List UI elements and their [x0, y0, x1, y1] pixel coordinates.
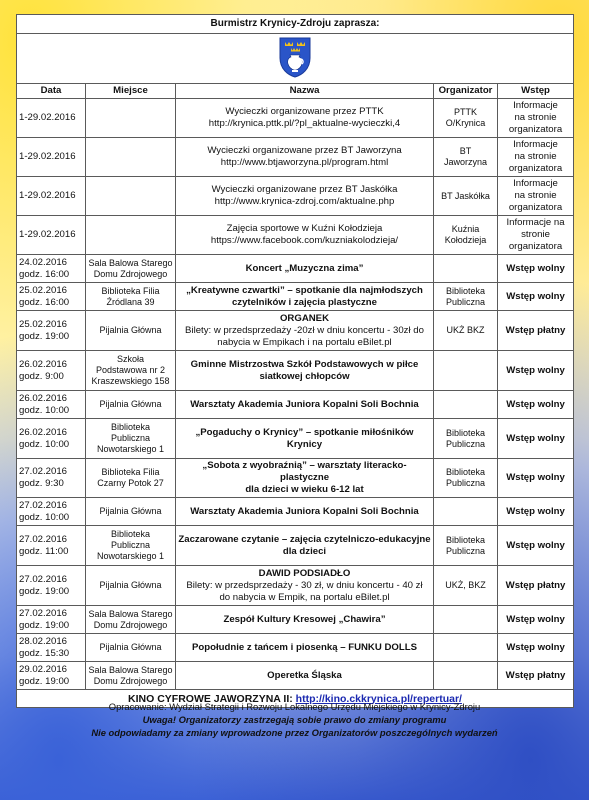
date-line: 26.02.2016 [19, 358, 68, 370]
place-line: Pijalnia Główna [99, 399, 162, 409]
place-line: Sala Balowa Starego [88, 257, 173, 268]
date-line: 27.02.2016 [19, 499, 68, 511]
date-line: godz. 19:00 [19, 585, 70, 597]
name-line: http://www.krynica-zdroj.com/aktualne.php [214, 196, 395, 207]
entry-line: Wstęp wolny [506, 539, 565, 551]
place-cell [86, 566, 176, 606]
entry-line: na stronie [514, 151, 557, 162]
col-header-place: Miejsce [86, 84, 176, 99]
table-row [17, 526, 574, 566]
entry-cell [498, 391, 574, 419]
org-line: Publiczna [445, 438, 486, 449]
entry-line: Informacje [513, 178, 558, 189]
date-line: 1-29.02.2016 [19, 151, 76, 162]
entry-line: Wstęp wolny [506, 472, 565, 483]
place-line: Sala Balowa Starego [88, 608, 173, 619]
place-cell [86, 255, 176, 283]
entry-cell [498, 216, 574, 255]
org-line: UKŻ BKZ [446, 325, 485, 335]
date-cell [17, 498, 86, 526]
org-line: BT [459, 146, 472, 156]
entry-line: Wstęp płatny [505, 669, 566, 681]
table-row [17, 138, 574, 177]
table-row [17, 351, 574, 391]
place-line: Podstawowa nr 2 [95, 365, 166, 375]
entry-cell [498, 283, 574, 311]
date-line: 27.02.2016 [19, 533, 68, 545]
date-line: 1-29.02.2016 [19, 229, 76, 240]
entry-cell [498, 566, 574, 606]
date-cell [17, 283, 86, 311]
place-line: Biblioteka Filia [101, 467, 160, 477]
name-line: Wycieczki organizowane przez BT Jaskółka [211, 184, 398, 195]
place-line: Publiczna [110, 540, 151, 550]
entry-line: Wstęp wolny [506, 364, 565, 376]
name-line: http://www.btjaworzyna.pl/program.html [220, 157, 389, 168]
org-line: Kuźnia [451, 224, 480, 234]
table-row [17, 283, 574, 311]
col-header-organizer: Organizator [434, 84, 498, 99]
date-line: godz. 16:00 [19, 296, 70, 308]
place-cell [86, 606, 176, 634]
date-cell [17, 311, 86, 351]
kino-link[interactable]: http://kino.ckkrynica.pl/repertuar/ [295, 692, 462, 705]
date-line: 25.02.2016 [19, 284, 68, 296]
footer-credit: Opracowanie: Wydział Strategii i Rozwoju Lokalnego Urzędu Miejskiego w Krynicy-Zdroju [108, 701, 481, 712]
name-line: Wycieczki organizowane przez PTTK [225, 106, 384, 117]
entry-line: organizatora [508, 163, 563, 174]
date-line: 28.02.2016 [19, 635, 68, 647]
place-cell [86, 99, 176, 138]
place-line: Publiczna [110, 433, 151, 443]
organizer-cell [434, 498, 498, 526]
name-line: http://krynica.pttk.pl/?pl_aktualne-wycieczki,4 [208, 118, 401, 129]
organizer-cell [434, 662, 498, 690]
date-cell [17, 606, 86, 634]
date-line: 27.02.2016 [19, 573, 68, 585]
place-line: Domu Zdrojowego [93, 619, 168, 630]
org-line: Publiczna [445, 296, 486, 307]
header-title-row [17, 15, 574, 34]
footer-notice: Uwaga! Organizatorzy zastrzegają sobie prawo do zmiany programu [142, 714, 447, 725]
event-name-cell [176, 311, 434, 351]
name-line: Zaczarowane czytanie – zajęcia czytelniczo-edukacyjne [178, 533, 431, 545]
org-line: UKŻ, BKZ [445, 580, 486, 590]
place-line: Domu Zdrojowego [93, 675, 168, 686]
org-line: Biblioteka [445, 427, 486, 438]
entry-cell [498, 526, 574, 566]
table-row [17, 662, 574, 690]
org-line: BT Jaskółka [441, 190, 490, 201]
date-line: godz. 10:00 [19, 404, 70, 416]
event-name-cell [176, 606, 434, 634]
entry-line: Informacje [513, 100, 558, 111]
table-row [17, 634, 574, 662]
place-cell [86, 662, 176, 690]
date-cell [17, 662, 86, 690]
date-line: 29.02.2016 [19, 663, 68, 675]
name-line: dla dzieci [282, 545, 327, 557]
org-line: Biblioteka [445, 467, 486, 477]
event-name-cell [176, 459, 434, 498]
place-cell [86, 526, 176, 566]
org-line: PTTK [453, 107, 477, 117]
date-line: 1-29.02.2016 [19, 190, 76, 201]
date-line: godz. 19:00 [19, 675, 70, 687]
date-cell [17, 138, 86, 177]
entry-line: organizatora [508, 124, 563, 135]
organizer-cell [434, 138, 498, 177]
entry-line: na stronie [514, 190, 557, 201]
table-row [17, 177, 574, 216]
table-row [17, 419, 574, 459]
event-name-cell [176, 138, 434, 177]
date-cell [17, 566, 86, 606]
place-cell [86, 138, 176, 177]
table-row [17, 216, 574, 255]
krynica-coat-of-arms-icon [278, 36, 312, 78]
place-cell [86, 419, 176, 459]
entry-cell [498, 177, 574, 216]
col-header-date: Data [17, 84, 86, 99]
name-line: Warsztaty Akademia Juniora Kopalni Soli Bochnia [190, 398, 419, 410]
entry-line: Wstęp wolny [506, 262, 565, 274]
entry-line: organizatora [508, 241, 563, 252]
organizer-cell [434, 216, 498, 255]
name-line: https://www.facebook.com/kuzniakolodzieja/ [210, 235, 399, 246]
table-row [17, 498, 574, 526]
entry-line: Informacje na [506, 217, 565, 228]
name-line: Operetka Śląska [267, 669, 342, 681]
place-cell [86, 459, 176, 498]
organizer-cell [434, 566, 498, 606]
date-cell [17, 216, 86, 255]
organizer-cell [434, 177, 498, 216]
table-row [17, 99, 574, 138]
organizer-cell [434, 634, 498, 662]
name-line: nabycia w Empikach i na portalu eBilet.pl [217, 336, 392, 348]
place-cell [86, 283, 176, 311]
entry-line: Wstęp wolny [506, 290, 565, 302]
name-line: Gminne Mistrzostwa Szkół Podstawowych w piłce [190, 358, 419, 370]
event-name-cell [176, 283, 434, 311]
name-line: Popołudnie z tańcem i piosenką – FUNKU DOLLS [192, 641, 417, 653]
organizer-cell [434, 526, 498, 566]
name-line: czytelników i zajęcia plastyczne [231, 296, 378, 308]
event-name-cell [176, 566, 434, 606]
org-line: Publiczna [445, 478, 486, 488]
name-line: Zespół Kultury Kresowej „Chawira” [223, 613, 386, 625]
place-line: Pijalnia Główna [99, 580, 162, 590]
table-row [17, 606, 574, 634]
entry-cell [498, 255, 574, 283]
place-line: Źródlana 39 [106, 296, 155, 307]
event-name-cell [176, 634, 434, 662]
events-body [17, 99, 574, 690]
entry-cell [498, 138, 574, 177]
table-row [17, 566, 574, 606]
date-line: 26.02.2016 [19, 392, 68, 404]
events-table [16, 14, 574, 708]
place-line: Biblioteka [110, 422, 151, 432]
entry-cell [498, 498, 574, 526]
name-line: Wycieczki organizowane przez BT Jaworzyna [207, 145, 402, 156]
date-line: godz. 19:00 [19, 330, 70, 342]
date-line: 27.02.2016 [19, 607, 68, 619]
date-line: 27.02.2016 [19, 466, 68, 477]
date-line: godz. 11:00 [19, 545, 69, 557]
organizer-cell [434, 255, 498, 283]
place-cell [86, 498, 176, 526]
entry-cell [498, 606, 574, 634]
event-name-cell [176, 498, 434, 526]
org-line: O/Krynica [445, 118, 486, 128]
org-line: Publiczna [445, 545, 486, 556]
entry-line: Informacje [513, 139, 558, 150]
name-line: „Pogaduchy o Krynicy” – spotkanie miłośników Krynicy [195, 426, 414, 450]
date-cell [17, 634, 86, 662]
footer-disclaimer: Nie odpowiadamy za zmiany wprowadzone przez Organizatorów poszczególnych wydarzeń [91, 727, 498, 738]
col-header-entry: Wstęp [498, 84, 574, 99]
date-cell [17, 459, 86, 498]
organizer-cell [434, 283, 498, 311]
org-line: Kołodzieja [444, 235, 487, 245]
date-line: 24.02.2016 [19, 256, 68, 268]
entry-line: Wstęp wolny [506, 613, 565, 625]
entry-cell [498, 351, 574, 391]
name-line: siatkowej chłopców [259, 370, 350, 382]
org-line: Biblioteka [445, 534, 486, 545]
place-line: Domu Zdrojowego [93, 268, 168, 279]
date-line: godz. 15:30 [19, 647, 70, 659]
date-line: godz. 19:00 [19, 619, 70, 631]
date-line: godz. 16:00 [19, 268, 70, 280]
place-cell [86, 177, 176, 216]
name-line: Warsztaty Akademia Juniora Kopalni Soli Bochnia [190, 505, 419, 517]
place-line: Biblioteka [110, 529, 151, 539]
event-name-cell [176, 391, 434, 419]
entry-line: Wstęp płatny [505, 579, 566, 591]
entry-line: Wstęp wolny [506, 641, 565, 653]
date-cell [17, 419, 86, 459]
organizer-cell [434, 606, 498, 634]
place-line: Czarny Potok 27 [97, 478, 164, 488]
name-line: Koncert „Muzyczna zima” [245, 262, 364, 274]
name-line: Bilety: w przedsprzedaży -20zł w dniu koncertu - 30zł do [185, 324, 424, 336]
entry-line: Wstęp wolny [506, 432, 565, 444]
entry-cell [498, 419, 574, 459]
event-name-cell [176, 255, 434, 283]
date-line: 1-29.02.2016 [19, 112, 76, 123]
entry-cell [498, 311, 574, 351]
org-line: Biblioteka [445, 285, 486, 296]
table-row [17, 255, 574, 283]
event-name-cell [176, 526, 434, 566]
crest-cell [17, 34, 574, 84]
name-line: Zajęcia sportowe w Kuźni Kołodzieja [226, 223, 383, 234]
place-line: Kraszewskiego 158 [91, 376, 170, 386]
date-cell [17, 351, 86, 391]
name-line: do nabycia w Empik, na portalu eBilet.pl [219, 591, 390, 603]
event-name-cell [176, 662, 434, 690]
org-line: Jaworzyna [443, 157, 488, 167]
crest-row [17, 34, 574, 84]
name-line: „Kreatywne czwartki” – spotkanie dla najmłodszych [186, 284, 423, 296]
place-cell [86, 216, 176, 255]
entry-line: na stronie [514, 112, 557, 123]
entry-line: Wstęp płatny [505, 324, 566, 336]
entry-line: stronie [521, 229, 550, 240]
date-line: godz. 10:00 [19, 511, 70, 523]
place-line: Pijalnia Główna [99, 642, 162, 652]
place-cell [86, 391, 176, 419]
kino-label: KINO CYFROWE JAWORZYNA II: [128, 692, 293, 705]
entry-cell [498, 634, 574, 662]
footer [0, 700, 589, 739]
place-line: Sala Balowa Starego [88, 664, 173, 675]
organizer-cell [434, 99, 498, 138]
date-line: 26.02.2016 [19, 426, 68, 438]
place-line: Nowotarskiego 1 [96, 551, 165, 561]
organizer-cell [434, 419, 498, 459]
table-row [17, 459, 574, 498]
table-row [17, 311, 574, 351]
date-line: godz. 9:00 [19, 370, 64, 382]
entry-cell [498, 99, 574, 138]
event-name-cell [176, 216, 434, 255]
place-cell [86, 351, 176, 391]
entry-cell [498, 662, 574, 690]
name-line: dla dzieci w wieku 6-12 lat [245, 484, 364, 495]
entry-line: Wstęp wolny [506, 505, 565, 517]
organizer-cell [434, 459, 498, 498]
date-cell [17, 255, 86, 283]
place-line: Biblioteka Filia [101, 285, 160, 296]
name-line: ORGANEK [279, 312, 330, 324]
date-cell [17, 99, 86, 138]
date-line: godz. 10:00 [19, 438, 70, 450]
entry-cell [498, 459, 574, 498]
event-name-cell [176, 419, 434, 459]
date-cell [17, 526, 86, 566]
date-line: godz. 9:30 [19, 478, 64, 489]
page-title: Burmistrz Krynicy-Zdroju zaprasza: [17, 15, 574, 34]
entry-line: Wstęp wolny [506, 398, 565, 410]
place-cell [86, 634, 176, 662]
table-row [17, 391, 574, 419]
date-line: 25.02.2016 [19, 318, 68, 330]
organizer-cell [434, 311, 498, 351]
name-line: „Sobota z wyobraźnią” – warsztaty literacko-plastyczne [202, 460, 407, 483]
date-cell [17, 391, 86, 419]
place-line: Pijalnia Główna [99, 325, 162, 335]
column-header-row [17, 84, 574, 99]
event-name-cell [176, 177, 434, 216]
place-line: Szkoła [116, 354, 144, 364]
event-name-cell [176, 99, 434, 138]
entry-line: organizatora [508, 202, 563, 213]
place-line: Nowotarskiego 1 [96, 444, 165, 454]
organizer-cell [434, 391, 498, 419]
name-line: DAWID PODSIADŁO [258, 567, 351, 579]
event-name-cell [176, 351, 434, 391]
organizer-cell [434, 351, 498, 391]
events-sheet [16, 14, 573, 708]
place-cell [86, 311, 176, 351]
col-header-name: Nazwa [176, 84, 434, 99]
name-line: Bilety: w przedsprzedaży - 30 zł, w dniu koncertu - 40 zł [186, 579, 423, 591]
date-cell [17, 177, 86, 216]
place-line: Pijalnia Główna [99, 506, 162, 516]
